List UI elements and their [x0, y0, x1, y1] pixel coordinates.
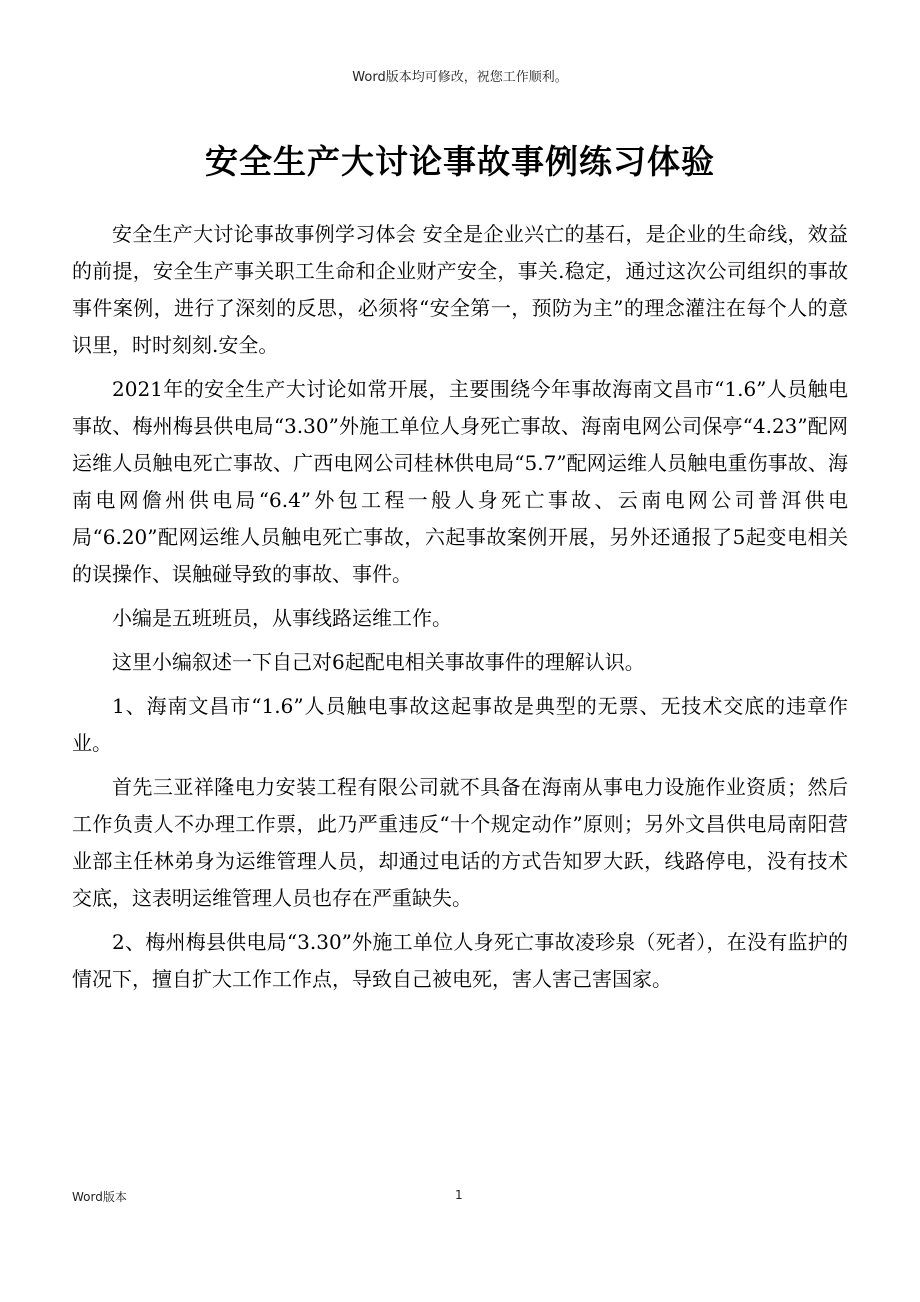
header-note: Word版本均可修改，祝您工作顺利。	[352, 70, 568, 85]
footer-label: Word版本	[72, 1190, 127, 1204]
paragraph: 安全生产大讨论事故事例学习体会 安全是企业兴亡的基石，是企业的生命线，效益的前提，安全生产事关职工生命和企业财产安全，事关.稳定，通过这次公司组织的事故事件案例，进行了深刻的反思，必须将“安全第一，预防为主”的理念灌注在每个人的意识里，时时刻刻.安全。	[72, 222, 848, 357]
paragraph: 2021年的安全生产大讨论如常开展，主要围绕今年事故海南文昌市“1.6”人员触电事故、梅州梅县供电局“3.30”外施工单位人身死亡事故、海南电网公司保亭“4.23”配网运维人员触电死亡事故、广西电网公司桂林供电局“5.7”配网运维人员触电重伤事故、海南电网儋州供电局“6.4”外包工程一般人身死亡事故、云南电网公司普洱供电局“6.20”配网运维人员触电死亡事故，六起事故案例开展，另外还通报了5起变电相关的误操作、误触碰导致的事故、事件。	[72, 377, 848, 586]
page-number: 1	[455, 1188, 463, 1202]
paragraph: 小编是五班班员，从事线路运维工作。	[112, 606, 452, 630]
document-title: 安全生产大讨论事故事例练习体验	[205, 142, 715, 181]
paragraph: 2、梅州梅县供电局“3.30”外施工单位人身死亡事故凌珍泉（死者），在没有监护的情况下，擅自扩大工作工作点，导致自己被电死，害人害己害国家。	[72, 930, 848, 991]
paragraph: 这里小编叙述一下自己对6起配电相关事故事件的理解认识。	[112, 650, 645, 674]
paragraph: 首先三亚祥隆电力安装工程有限公司就不具备在海南从事电力设施作业资质；然后工作负责人不办理工作票，此乃严重违反“十个规定动作”原则；另外文昌供电局南阳营业部主任林弟身为运维管理人员，却通过电话的方式告知罗大跃，线路停电，没有技术交底，这表明运维管理人员也存在严重缺失。	[72, 775, 848, 910]
paragraph: 1、海南文昌市“1.6”人员触电事故这起事故是典型的无票、无技术交底的违章作业。	[72, 694, 848, 755]
document-body	[72, 216, 848, 1005]
